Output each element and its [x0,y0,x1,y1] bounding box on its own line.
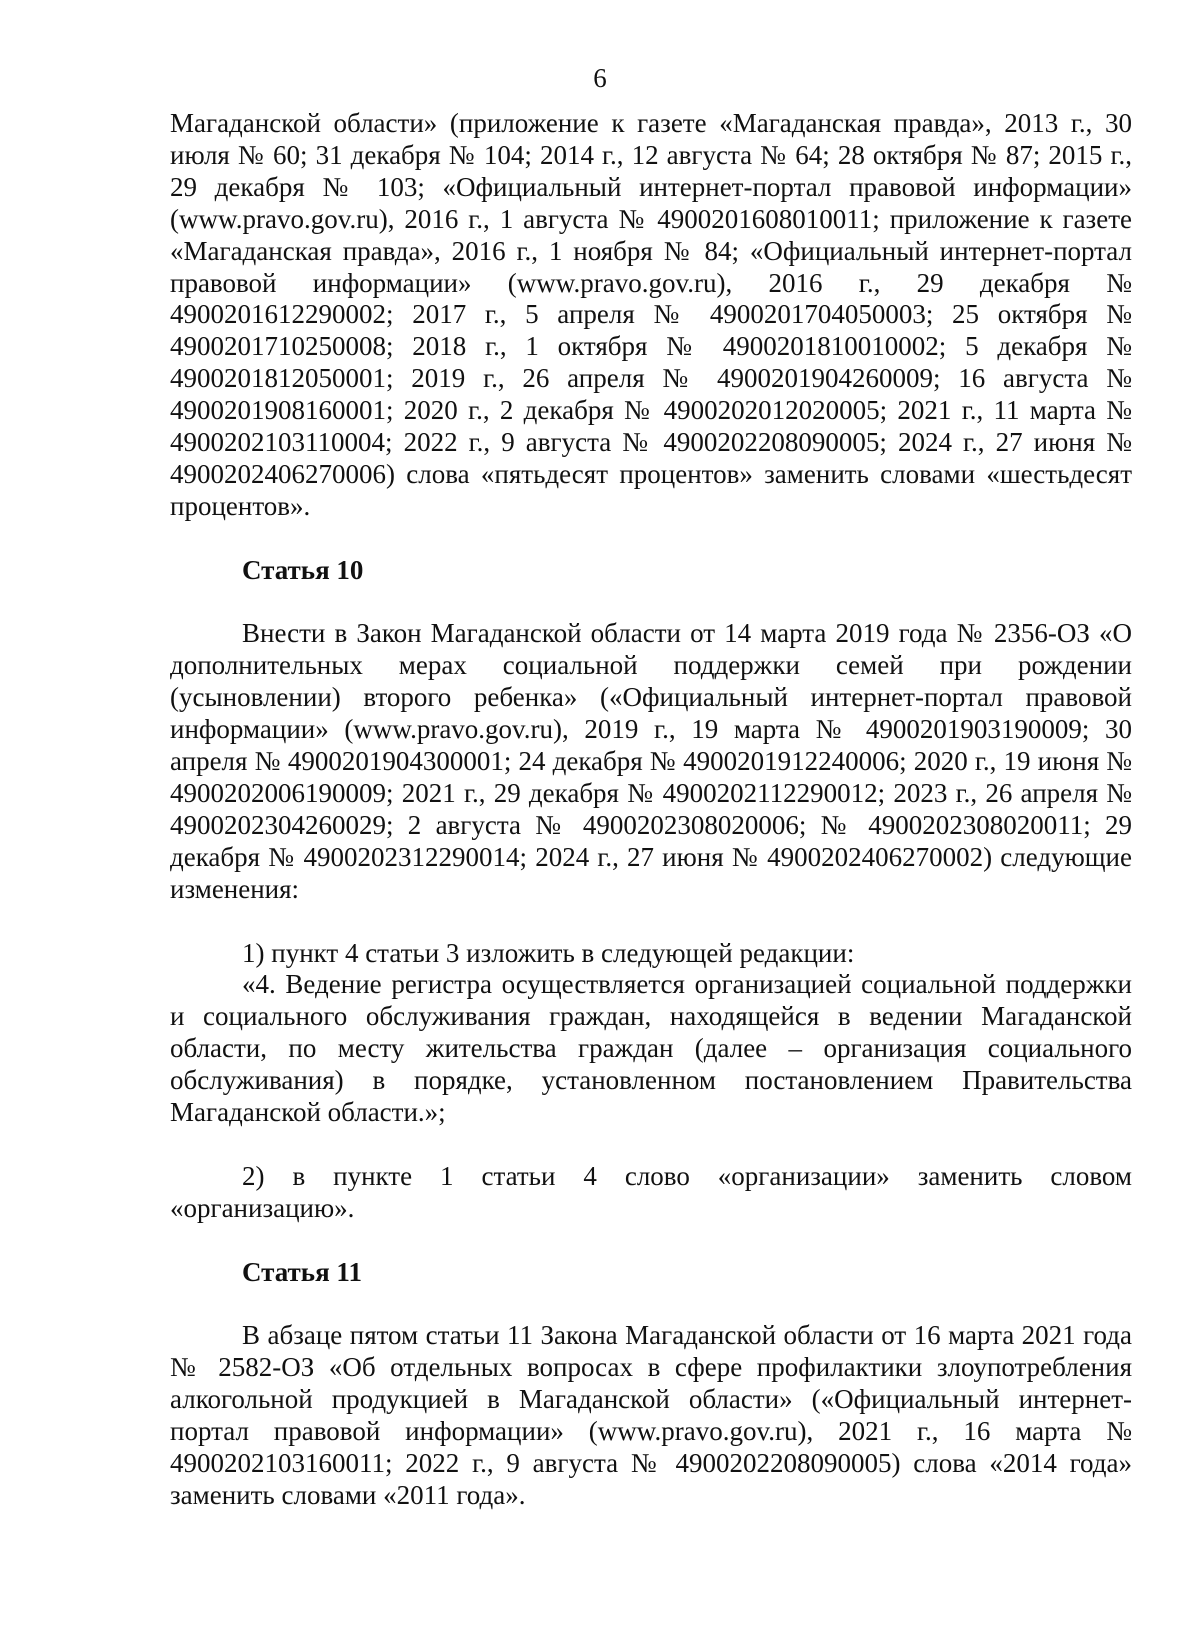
spacer [170,1225,1132,1257]
article-10-intro-paragraph: Внести в Закон Магаданской области от 14 марта 2019 года № 2356-ОЗ «О дополнительных мерах социальной поддержки семей при рождении (усыновлении) второго ребенка» («Официальный интернет-портал правовой информации» (www.pravo.gov.ru), 2019 г., 19 марта № 4900201903190009; 30 апреля № 4900201904300001; 24 декабря № 4900201912240006; 2020 г., 19 июня № 4900202006190009; 2021 г., 29 декабря № 4900202112290012; 2023 г., 26 апреля № 4900202304260029; 2 августа № 4900202308020006; № 4900202308020011; 29 декабря № 4900202312290014; 2024 г., 27 июня № 4900202406270002) следующие изменения: [170,618,1132,904]
spacer [170,906,1132,938]
spacer [170,523,1132,555]
article-10-item-1: 1) пункт 4 статьи 3 изложить в следующей редакции: [242,937,855,968]
article-10-item-2: 2) в пункте 1 статьи 4 слово «организации» заменить словом «организацию». [170,1160,1132,1223]
spacer [170,1129,1132,1161]
spacer [170,587,1132,619]
document-body [170,108,1132,1512]
article-10-item-1-quote: «4. Ведение регистра осуществляется организацией социальной поддержки и социального обслуживания граждан, находящейся в ведении Магаданской области, по месту жительства граждан (далее – организация социального обслуживания) в порядке, установленном постановлением Правительства Магаданской области.»; [170,969,1132,1128]
article-11-paragraph: В абзаце пятом статьи 11 Закона Магаданской области от 16 марта 2021 года № 2582-ОЗ «Об отдельных вопросах в сфере профилактики злоупотребления алкогольной продукцией в Магаданской области» («Официальный интернет-портал правовой информации» (www.pravo.gov.ru), 2021 г., 16 марта № 4900202103160011; 2022 г., 9 августа № 4900202208090005) слова «2014 года» заменить словами «2011 года». [170,1320,1132,1510]
article-10-heading: Статья 10 [242,554,364,585]
page-number: 6 [593,63,607,93]
paragraph-continuation: Магаданской области» (приложение к газете «Магаданская правда», 2013 г., 30 июля № 60; 31 декабря № 104; 2014 г., 12 августа № 64; 28 октября № 87; 2015 г., 29 декабря № 103; «Официальный интернет-портал правовой информации» (www.pravo.gov.ru), 2016 г., 1 августа № 4900201608010011; приложение к газете «Магаданская правда», 2016 г., 1 ноября № 84; «Официальный интернет-портал правовой информации» (www.pravo.gov.ru), 2016 г., 29 декабря № 4900201612290002; 2017 г., 5 апреля № 4900201704050003; 25 октября № 4900201710250008; 2018 г., 1 октября № 4900201810010002; 5 декабря № 4900201812050001; 2019 г., 26 апреля № 4900201904260009; 16 августа № 4900201908160001; 2020 г., 2 декабря № 4900202012020005; 2021 г., 11 марта № 4900202103110004; 2022 г., 9 августа № 4900202208090005; 2024 г., 27 июня № 4900202406270006) слова «пятьдесят процентов» заменить словами «шестьдесят процентов». [170,108,1132,521]
article-11-heading: Статья 11 [242,1256,362,1287]
spacer [170,1288,1132,1320]
